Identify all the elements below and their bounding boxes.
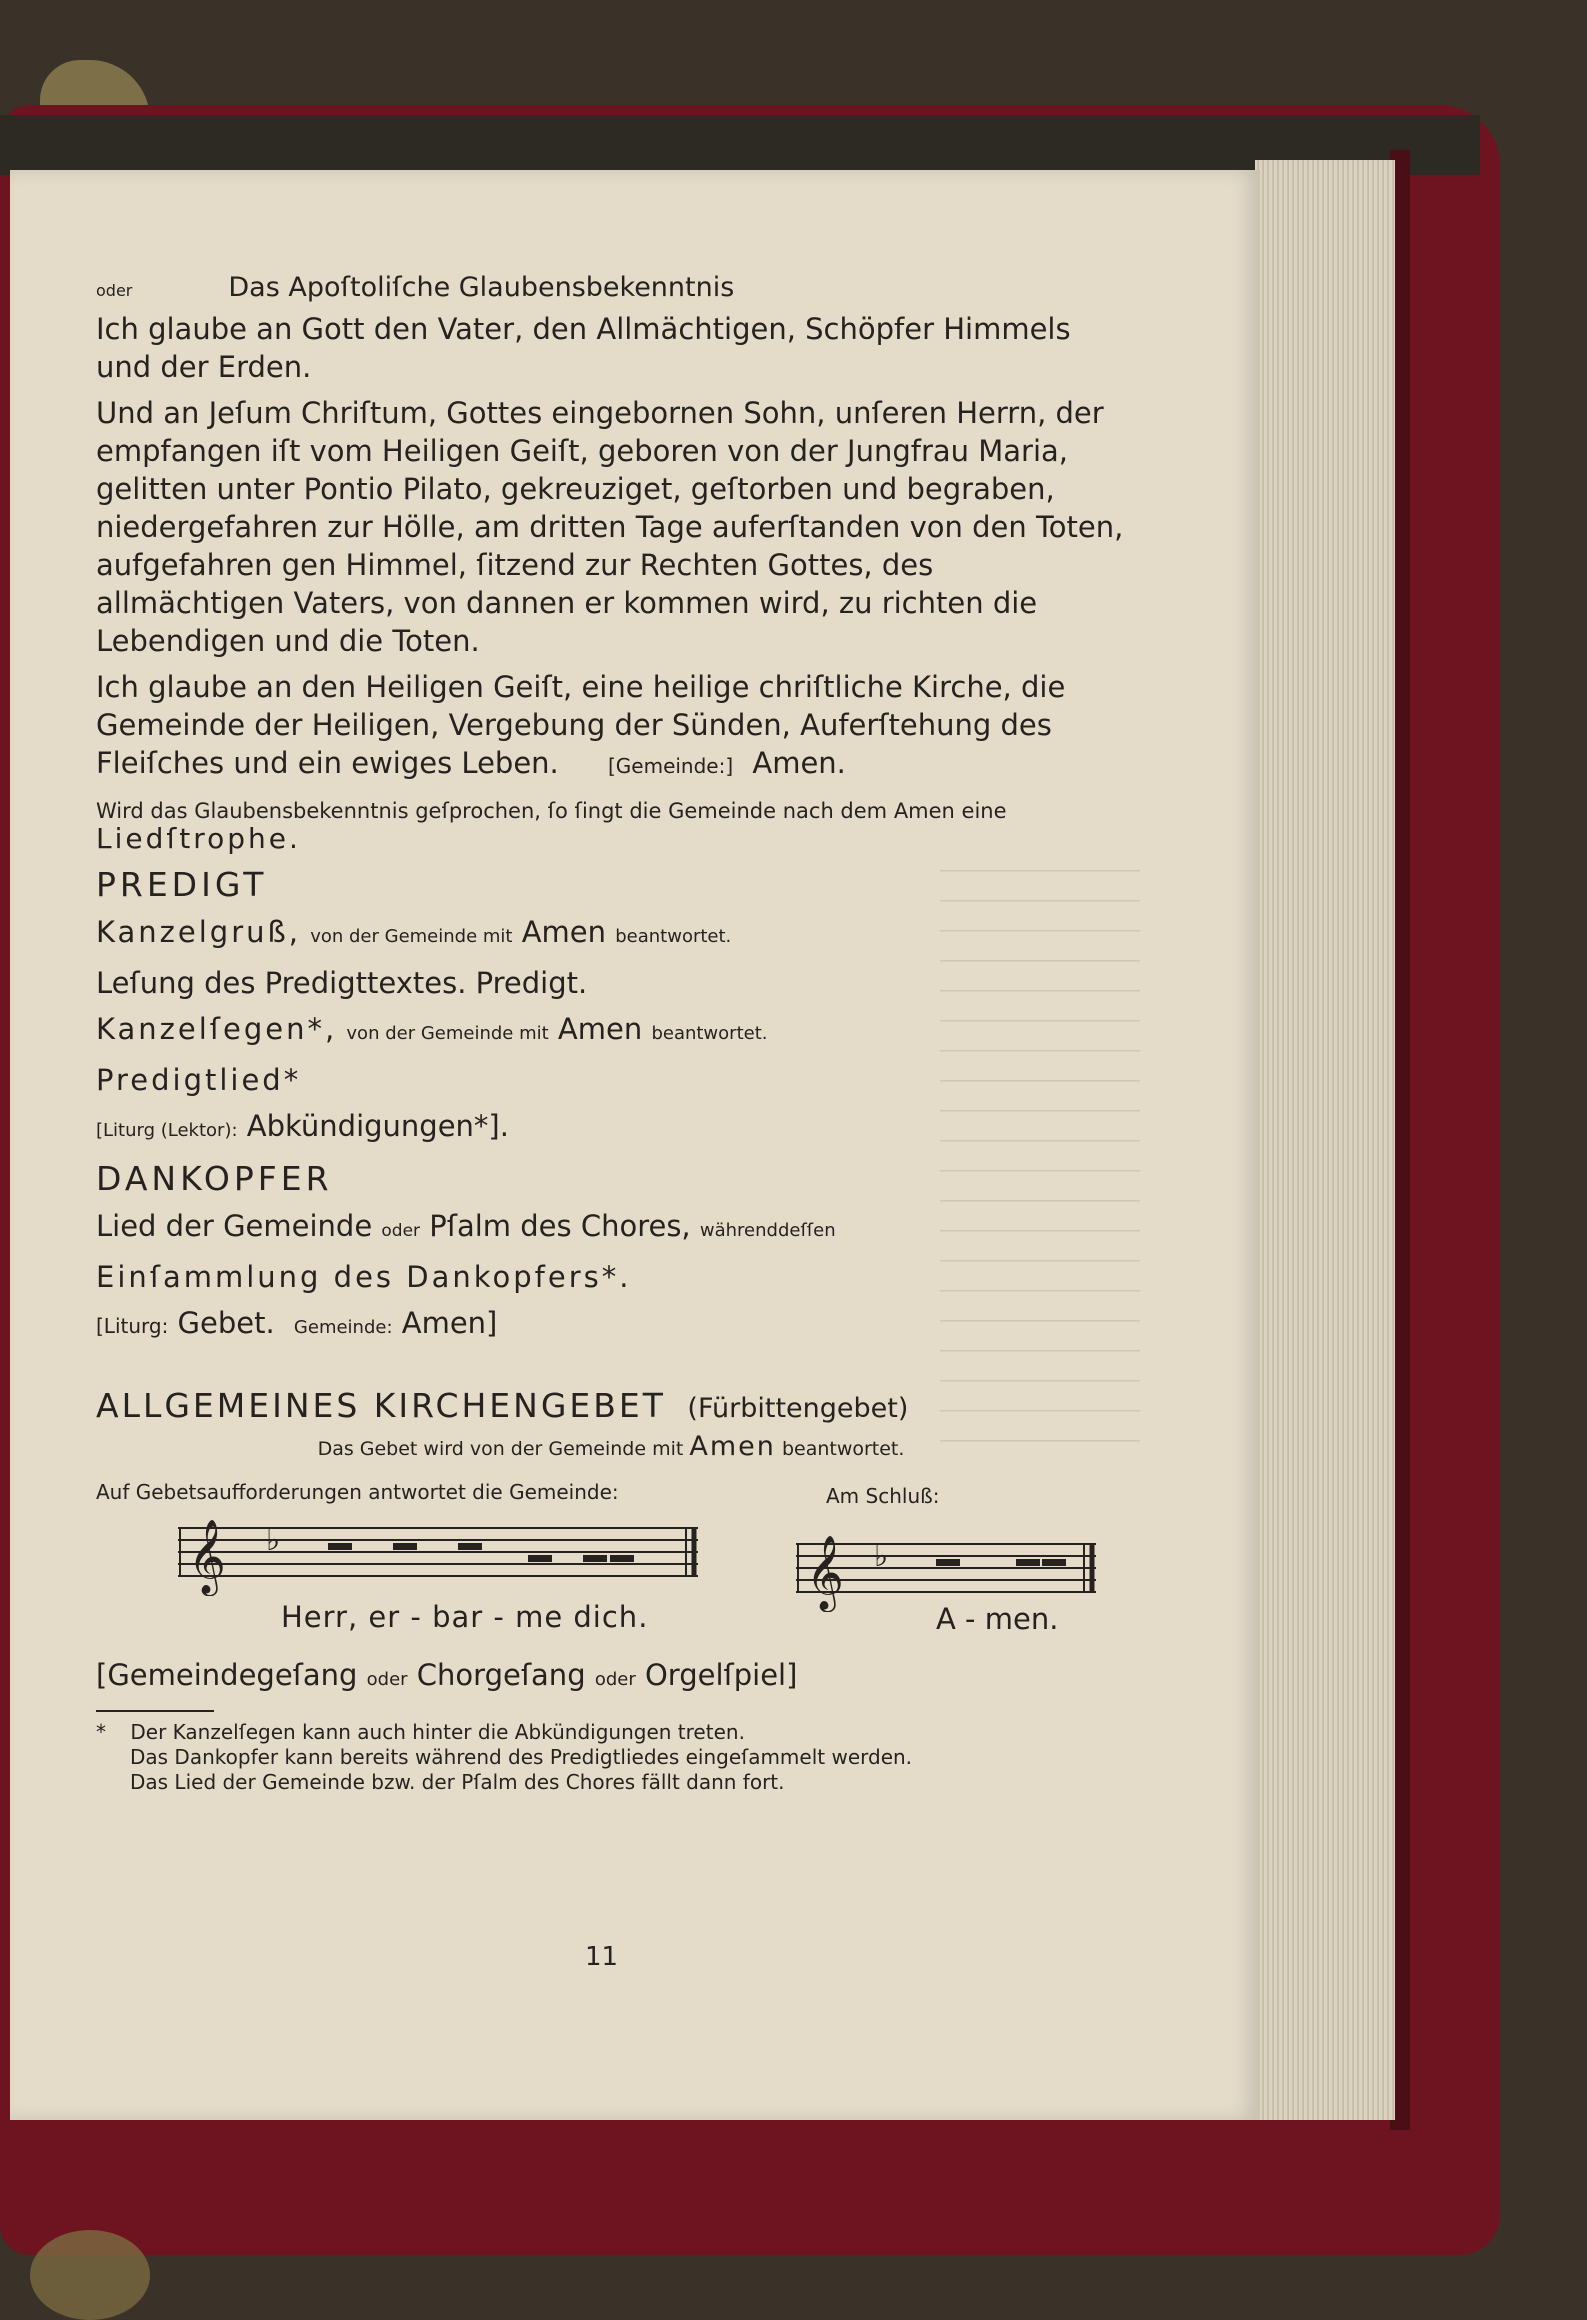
liturg-announcements-line	[96, 1108, 1126, 1149]
lied-line	[96, 1208, 1126, 1249]
creed-paragraph-1: Ich glaube an Gott den Vater, den Allmächtigen, Schöpfer Himmels und der Erden.	[96, 312, 1071, 384]
kanzelgruss: Kanzelgruß,	[96, 915, 301, 949]
music-staff-right	[796, 1532, 1106, 1612]
svg-text:𝄞: 𝄞	[188, 1520, 226, 1594]
response-label-right: Am Schluß:	[826, 1484, 940, 1508]
liturg-label: [Liturg:	[96, 1314, 169, 1338]
gebet: Gebet.	[177, 1306, 275, 1340]
page-header	[96, 272, 1126, 310]
music-examples	[96, 1480, 1126, 1650]
kirchengebet-note-2: beantwortet.	[781, 1438, 905, 1460]
psalm: Pſalm des Chores,	[429, 1209, 691, 1243]
page-content	[96, 272, 1126, 1795]
abkuendigungen: Abkündigungen*].	[246, 1109, 509, 1143]
creed-paragraph-2: Und an Jeſum Chriſtum, Gottes eingebornen Sohn, unſeren Herrn, der empfangen iſt vom Heiligen Geiſt, geboren von der Jungfrau Maria, gelitten unter Pontio Pilato, gekreuziget, geſtorben und begraben, niedergefahren zur Hölle, am dritten Tage auferſtanden von den Toten, aufgefahren gen Himmel, ſitzend zur Rechten Gottes, des allmächtigen Vaters, von dannen er kommen wird, zu richten die Lebendigen und die Toten.	[96, 396, 1124, 658]
kirchengebet-subtitle: (Fürbittengebet)	[687, 1393, 909, 1424]
kirchengebet-amen: Amen	[689, 1431, 776, 1462]
footnote-1	[96, 1720, 1126, 1745]
creed-paragraph-3-text: Ich glaube an den Heiligen Geiſt, eine heilige chriſtliche Kirche, die Gemeinde der Heiligen, Vergebung der Sünden, Auferſtehung des Fleiſches und ein ewiges Leben.	[96, 670, 1066, 780]
closing-2: Chorgeſang	[416, 1658, 586, 1692]
closing-1: [Gemeindegeſang	[96, 1658, 358, 1692]
music-staff-left	[178, 1516, 708, 1596]
footnote-2: Das Dankopfer kann bereits während des Predigtliedes eingeſammelt werden.	[130, 1745, 913, 1769]
kirchengebet-heading	[96, 1386, 1126, 1425]
page-stack-edge	[1255, 160, 1395, 2120]
svg-text:𝄞: 𝄞	[806, 1536, 844, 1610]
einsammlung-line: Einſammlung des Dankopfers*.	[96, 1260, 632, 1294]
kirchengebet-note-1: Das Gebet wird von der Gemeinde mit	[317, 1438, 684, 1460]
waehrend: währenddeſſen	[699, 1220, 836, 1241]
predigtlied-line: Predigtlied*	[96, 1063, 302, 1097]
kanzelgruss-note: von der Gemeinde mit	[310, 926, 513, 947]
closing-oder-2: oder	[594, 1669, 636, 1690]
lied-oder: oder	[381, 1221, 421, 1241]
kanzelsegen-answered: beantwortet.	[651, 1023, 768, 1044]
dankopfer-heading: DANKOPFER	[96, 1159, 333, 1198]
page-number: 11	[585, 1942, 619, 1972]
bookmark-ribbon-end	[30, 2230, 150, 2320]
book-page	[10, 170, 1260, 2120]
lyric-right: A - men.	[936, 1602, 1059, 1636]
kanzelgruss-amen: Amen	[521, 915, 607, 949]
lesung-line: Leſung des Predigttextes. Predigt.	[96, 966, 588, 1000]
header-prefix: oder	[96, 281, 133, 300]
creed-rubric	[96, 797, 1126, 855]
response-label-left: Auf Gebetsaufforderungen antwortet die Gemeinde:	[96, 1480, 619, 1504]
kirchengebet-title: ALLGEMEINES KIRCHENGEBET	[96, 1386, 666, 1425]
closing-oder-1: oder	[366, 1669, 408, 1690]
svg-text:♭: ♭	[266, 1523, 281, 1558]
kanzelsegen-line	[96, 1011, 1126, 1052]
footnote-star: *	[96, 1720, 106, 1744]
kanzelgruss-answered: beantwortet.	[615, 926, 732, 947]
closing-options	[96, 1658, 1126, 1692]
section-title: Das Apoſtoliſche Glaubensbekenntnis	[228, 272, 735, 303]
creed-rubric-emphasis: Liedſtrophe.	[96, 822, 301, 855]
kanzelsegen-amen: Amen	[557, 1012, 643, 1046]
predigt-heading: PREDIGT	[96, 865, 268, 904]
lyric-left: Herr, er - bar - me dich.	[281, 1600, 649, 1634]
kanzelsegen-note: von der Gemeinde mit	[346, 1023, 549, 1044]
svg-text:♭: ♭	[874, 1539, 889, 1574]
gemeinde-label: Gemeinde:	[293, 1317, 393, 1338]
creed-amen: Amen.	[752, 746, 846, 780]
congregation-label: [Gemeinde:]	[607, 754, 734, 778]
footnote-1-text: Der Kanzelſegen kann auch hinter die Abkündigungen treten.	[130, 1720, 745, 1744]
amen-close: Amen]	[401, 1306, 498, 1340]
liturg-prefix: [Liturg (Lektor):	[96, 1120, 238, 1141]
kanzelgruss-line	[96, 914, 1126, 955]
kanzelsegen: Kanzelſegen*,	[96, 1012, 338, 1046]
closing-3: Orgelſpiel]	[644, 1658, 798, 1692]
kirchengebet-note	[96, 1431, 1126, 1462]
creed-paragraph-3	[96, 668, 1126, 785]
liturg-prayer-line	[96, 1305, 1126, 1346]
footnote-3: Das Lied der Gemeinde bzw. der Pſalm des Chores fällt dann fort.	[130, 1770, 785, 1794]
lied: Lied der Gemeinde	[96, 1209, 373, 1243]
footnote-rule	[96, 1710, 214, 1712]
creed-rubric-text: Wird das Glaubensbekenntnis geſprochen, ſo ſingt die Gemeinde nach dem Amen eine	[96, 799, 1007, 823]
